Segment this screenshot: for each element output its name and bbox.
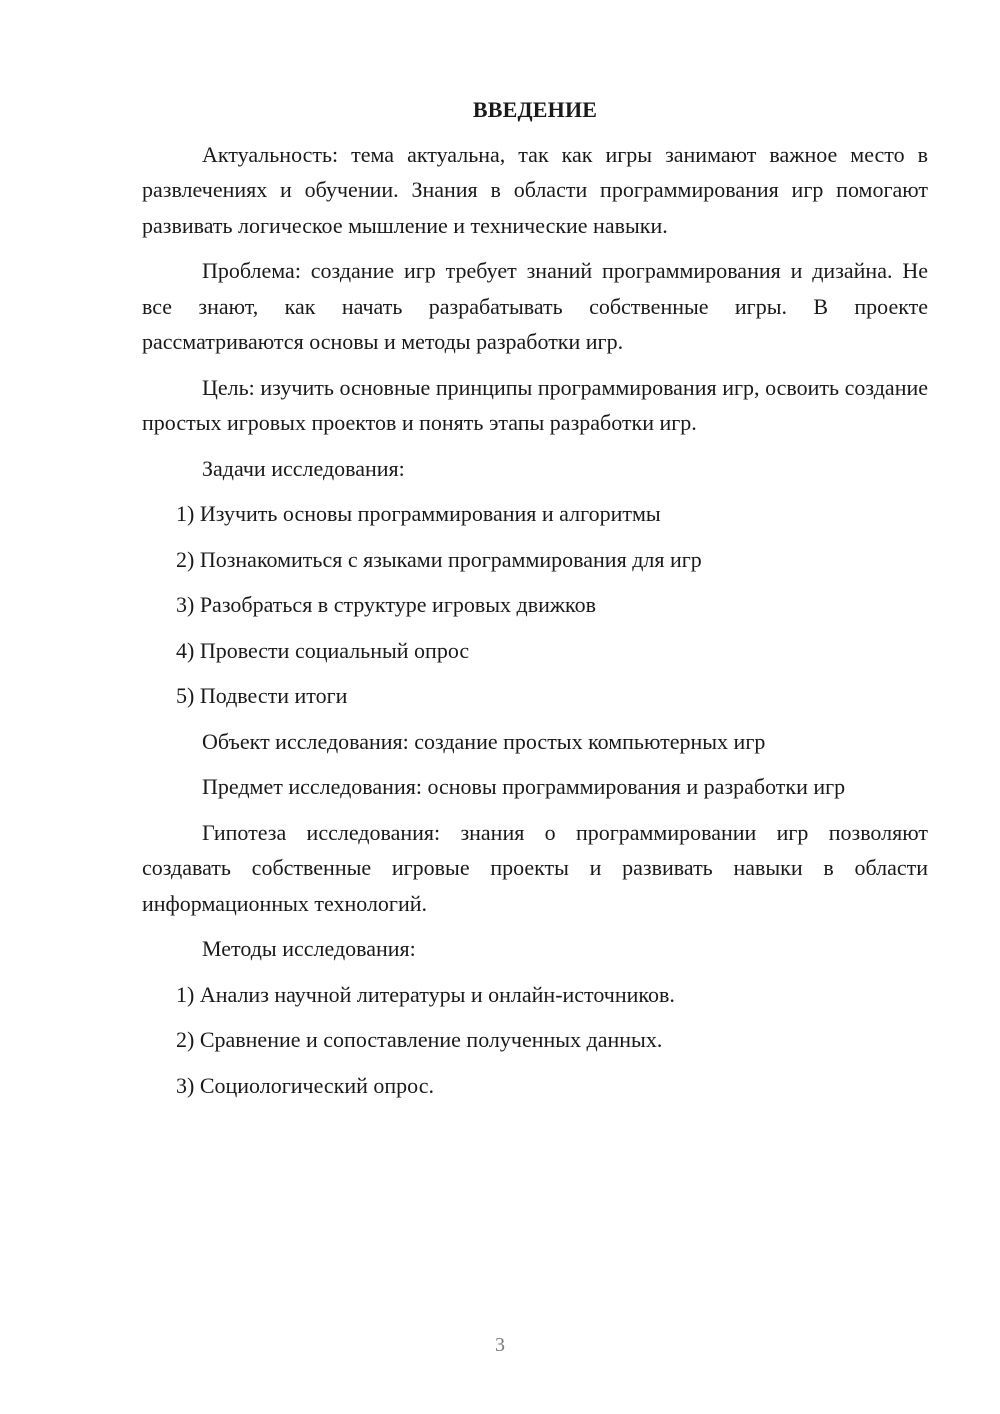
section-title: ВВЕДЕНИЕ [472, 97, 598, 122]
list-item: 4) Провести социальный опрос [176, 637, 470, 663]
list-item: 1) Анализ научной литературы и онлайн-источников. [176, 981, 675, 1007]
page-number: 3 [495, 1334, 505, 1356]
list-item: 3) Разобраться в структуре игровых движков [176, 592, 597, 617]
hypothesis-paragraph: Гипотеза исследования: знания о программировании игр позволяют создавать собственные игровые проекты и развивать навыки в области информационных технологий. [142, 819, 928, 916]
methods-list [142, 977, 928, 1104]
list-item: 2) Познакомиться с языками программирования для игр [176, 546, 702, 572]
tasks-heading: Задачи исследования: [202, 455, 405, 481]
list-item: 5) Подвести итоги [176, 683, 348, 708]
list-item: 1) Изучить основы программирования и алгоритмы [176, 501, 661, 526]
tasks-list [142, 496, 928, 714]
relevance-paragraph: Актуальность: тема актуальна, так как игры занимают важное место в развлечениях и обучении. Знания в области программирования игр помогают развивать логическое мышление и технические навыки. [142, 141, 928, 238]
document-page [142, 92, 928, 1113]
object-line: Объект исследования: создание простых компьютерных игр [202, 728, 766, 754]
methods-heading: Методы исследования: [202, 936, 416, 961]
problem-paragraph: Проблема: создание игр требует знаний программирования и дизайна. Не все знают, как начать разрабатывать собственные игры. В проекте рассматриваются основы и методы разработки игр. [142, 258, 928, 354]
subject-paragraph: Предмет исследования: основы программирования и разработки игр [202, 774, 846, 799]
list-item: 3) Социологический опрос. [176, 1072, 434, 1098]
goal-paragraph: Цель: изучить основные принципы программирования игр, освоить создание простых игровых проектов и понять этапы разработки игр. [142, 374, 928, 435]
list-item: 2) Сравнение и сопоставление полученных данных. [176, 1027, 663, 1052]
